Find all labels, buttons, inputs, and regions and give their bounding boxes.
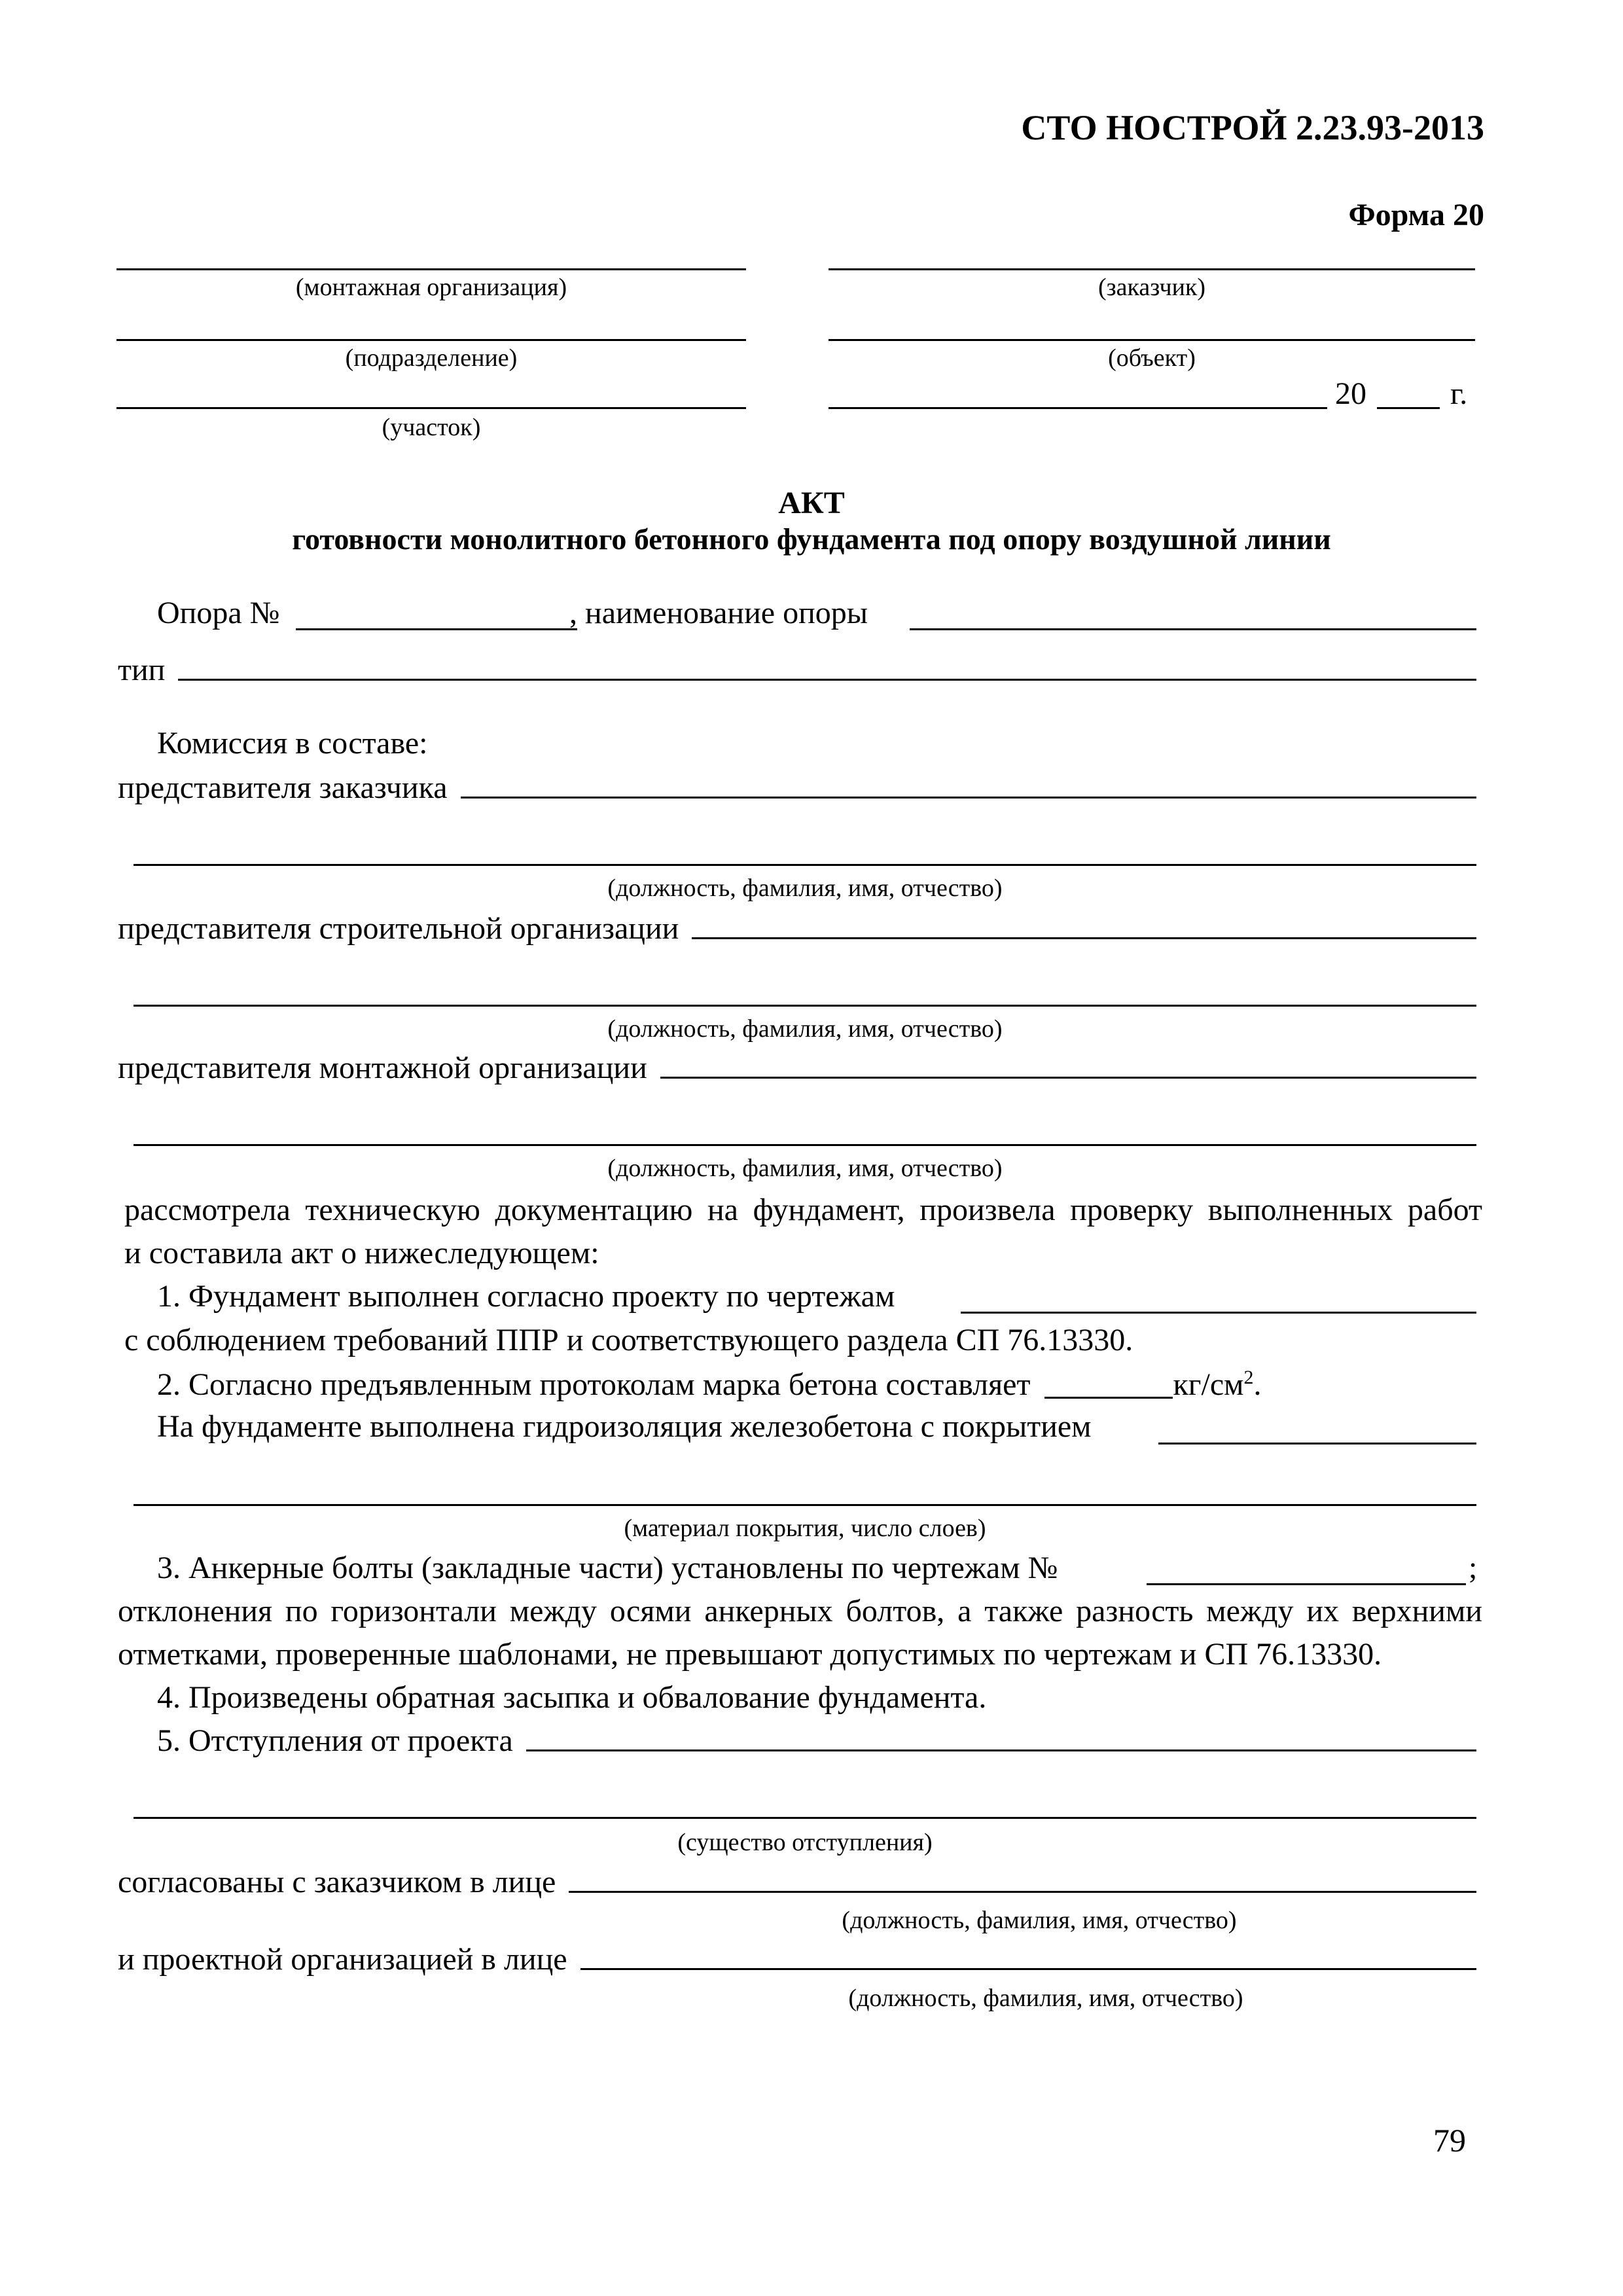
object-line[interactable] [829, 339, 1475, 341]
support-name-line[interactable] [910, 628, 1476, 630]
builder-rep-line-2[interactable] [134, 1005, 1476, 1007]
item-4-text: 4. Произведены обратная засыпка и обвалование фундамента. [157, 1680, 987, 1715]
item-3-drawings-line[interactable] [1147, 1583, 1466, 1585]
section-line[interactable] [116, 407, 746, 409]
customer-rep-row [118, 772, 1476, 804]
date-year-prefix: 20 [1335, 376, 1366, 411]
installer-rep-caption: (должность, фамилия, имя, отчество) [607, 1155, 1003, 1182]
waterproofing-caption: (материал покрытия, число слоев) [624, 1515, 986, 1542]
object-caption: (объект) [1108, 344, 1196, 372]
item-1-continuation: с соблюдением требований ППР и соответствующего раздела СП 76.13330. [124, 1323, 1133, 1357]
builder-rep-row [118, 913, 1476, 944]
agreed-customer-text: согласованы с заказчиком в лице [118, 1865, 556, 1899]
customer-rep-label: представителя заказчика [118, 770, 448, 805]
commission-intro: Комиссия в составе: [157, 726, 428, 761]
body-paragraph-1-line-1: рассмотрела техническую документацию на фундамент, произвела проверку выполненных работ [124, 1193, 1482, 1227]
agreed-design-caption: (должность, фамилия, имя, отчество) [848, 1984, 1243, 2012]
waterproofing-line-2[interactable] [134, 1504, 1476, 1506]
standard-code: СТО НОСТРОЙ 2.23.93-2013 [1021, 108, 1484, 147]
concrete-grade-unit: кг/см [1173, 1367, 1244, 1402]
support-number-line[interactable] [296, 628, 577, 630]
item-2-end: . [1253, 1367, 1262, 1402]
customer-rep-line[interactable] [461, 797, 1476, 798]
subdivision-line[interactable] [116, 339, 746, 341]
mounting-org-line[interactable] [116, 268, 746, 270]
support-number-label: Опора № [157, 596, 280, 630]
item-5-text: 5. Отступления от проекта [157, 1723, 513, 1758]
support-type-row [118, 655, 1476, 686]
item-3-line-2: отклонения по горизонтали между осями анкерных болтов, а также разность между их верхними [118, 1594, 1482, 1628]
builder-rep-caption: (должность, фамилия, имя, отчество) [607, 1015, 1003, 1043]
subdivision-caption: (подразделение) [345, 344, 518, 372]
date-day-month-line[interactable] [829, 407, 1327, 409]
agreed-customer-caption: (должность, фамилия, имя, отчество) [842, 1907, 1237, 1934]
item-1-drawings-line[interactable] [961, 1312, 1476, 1314]
item-3-line-3: отметками, проверенные шаблонами, не превышают допустимых по чертежам и СП 76.13330. [118, 1637, 1382, 1672]
customer-rep-line-2[interactable] [134, 864, 1476, 866]
act-title: АКТ [778, 486, 845, 520]
installer-rep-line-2[interactable] [134, 1144, 1476, 1146]
form-number: Форма 20 [1348, 198, 1484, 232]
item-5-line-2[interactable] [134, 1817, 1476, 1819]
item-2-text [157, 1368, 1262, 1401]
customer-rep-caption: (должность, фамилия, имя, отчество) [607, 874, 1003, 902]
item-3-text: 3. Анкерные болты (закладные части) установлены по чертежам № [157, 1551, 1058, 1585]
agreed-design-line[interactable] [580, 1968, 1476, 1970]
item-5-caption: (существо отступления) [677, 1829, 933, 1856]
installer-rep-row [118, 1052, 1476, 1084]
mounting-org-caption: (монтажная организация) [295, 274, 567, 301]
act-subtitle: готовности монолитного бетонного фундамента под опору воздушной линии [292, 522, 1331, 556]
date-year-line[interactable] [1377, 407, 1440, 409]
date-year-suffix: г. [1450, 376, 1468, 411]
agreed-design-text: и проектной организацией в лице [118, 1942, 567, 1977]
support-type-label: тип [118, 653, 166, 687]
support-type-line[interactable] [178, 679, 1476, 681]
item-5-line[interactable] [526, 1749, 1476, 1751]
concrete-grade-unit-sup: 2 [1243, 1367, 1254, 1388]
section-caption: (участок) [382, 414, 481, 441]
waterproofing-line[interactable] [1158, 1443, 1476, 1444]
waterproofing-text: На фундаменте выполнена гидроизоляция железобетона с покрытием [157, 1409, 1092, 1444]
agreed-customer-row [118, 1867, 1476, 1898]
customer-line[interactable] [829, 268, 1475, 270]
installer-rep-line[interactable] [660, 1077, 1476, 1079]
agreed-design-row [118, 1944, 1476, 1975]
concrete-grade-line[interactable] [1044, 1371, 1173, 1399]
builder-rep-line[interactable] [692, 937, 1476, 939]
support-name-label: , наименование опоры [569, 596, 868, 630]
installer-rep-label: представителя монтажной организации [118, 1050, 647, 1085]
item-1-text: 1. Фундамент выполнен согласно проекту по чертежам [157, 1279, 895, 1314]
item-5-row [157, 1725, 1476, 1757]
body-paragraph-1-line-2: и составила акт о нижеследующем: [124, 1236, 599, 1270]
customer-caption: (заказчик) [1097, 274, 1206, 301]
item-3-end: ; [1469, 1551, 1478, 1585]
agreed-customer-line[interactable] [569, 1891, 1476, 1893]
page-number: 79 [1433, 2122, 1466, 2159]
item-2-prefix: 2. Согласно предъявленным протоколам марка бетона составляет [157, 1367, 1031, 1402]
builder-rep-label: представителя строительной организации [118, 911, 679, 946]
